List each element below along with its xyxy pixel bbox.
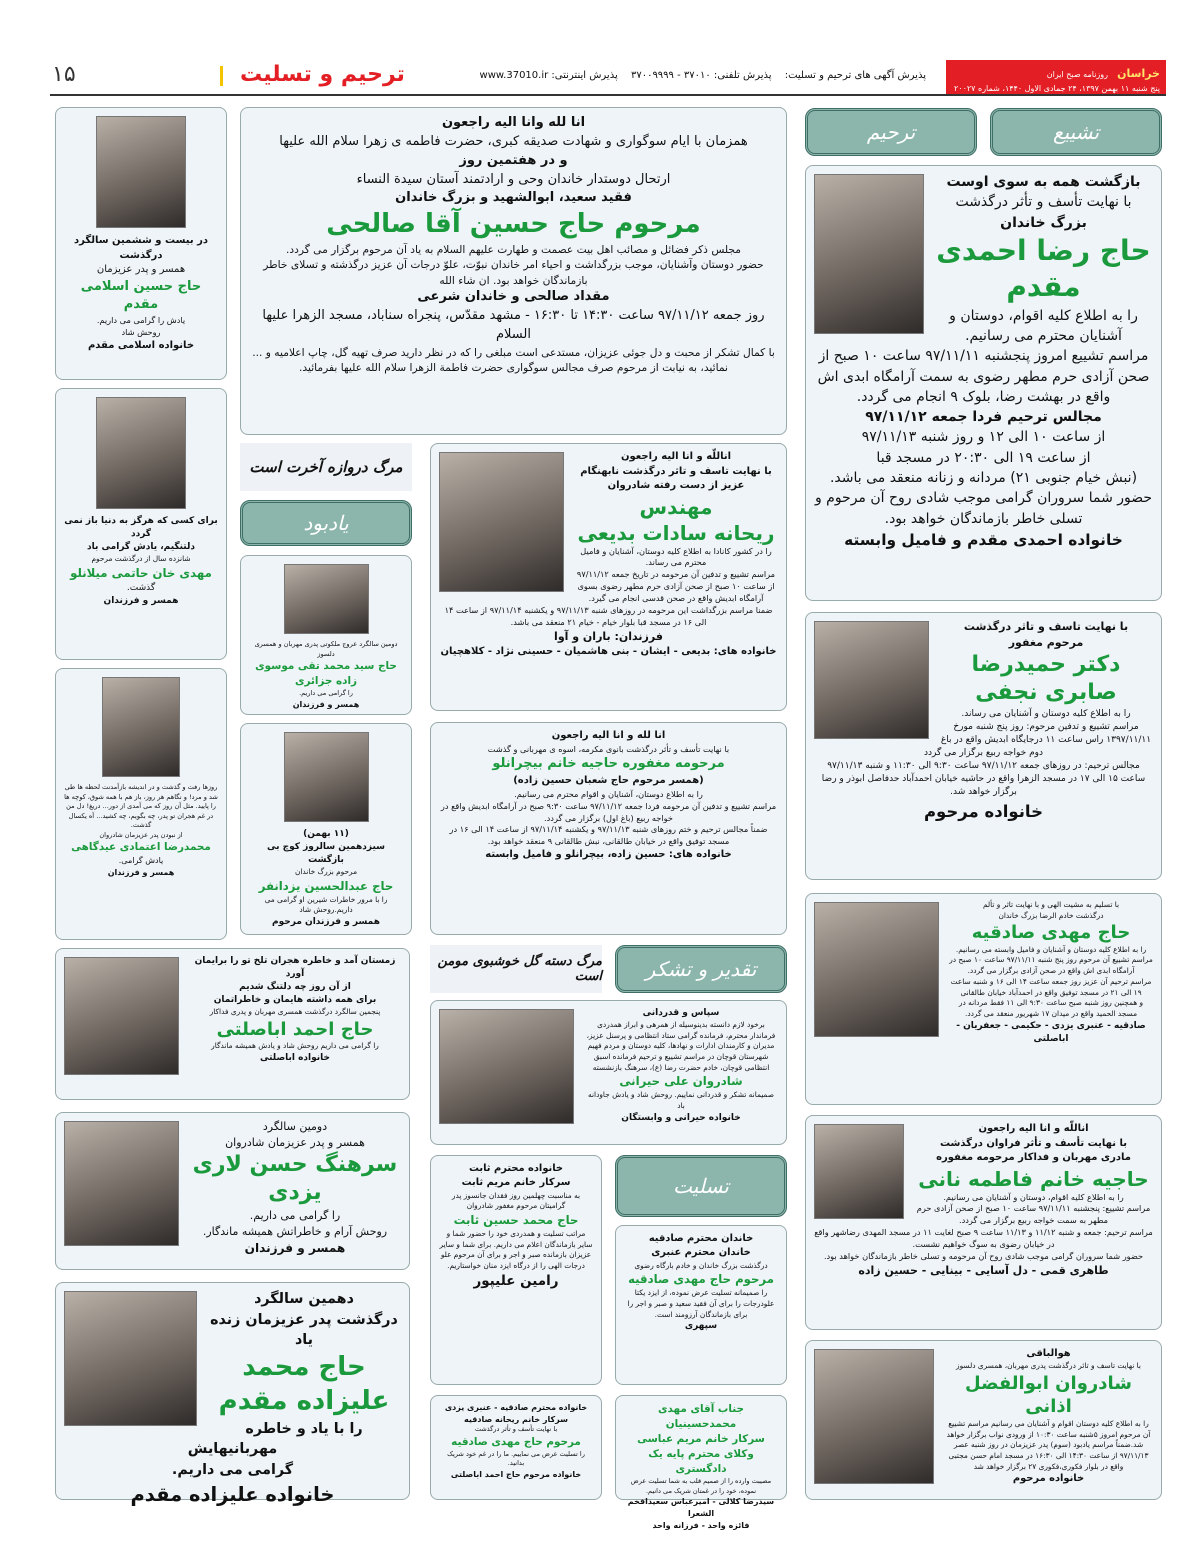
body-text: شانزده سال از درگذشت مرحوم [91, 554, 191, 564]
heading-text: برای همه داشته هایمان و خاطراتمان [213, 995, 377, 1006]
heading-text: در بیست و ششمین سالگرد درگذشت [74, 235, 208, 261]
heading-text: بازگشت همه به سوی اوست [946, 174, 1141, 190]
memorial-ad [55, 1112, 410, 1270]
deceased-name: ریحانه سادات بدیعی [577, 520, 775, 545]
body-text: ارتحال دوستدار خاندان وحی و ارادتمند آستان سیدة النساء [356, 171, 671, 187]
body-text: یادش گرامی. [118, 856, 164, 866]
heading-text: مادری مهربان و فداکار مرحومه مغفوره [936, 1152, 1131, 1163]
heading-text: سپاس و قدردانی [642, 1008, 720, 1018]
deceased-name: حاج احمد اباصلتی [216, 1018, 374, 1040]
heading-text: (۱۱ بهمن) [303, 829, 349, 839]
portrait-photo [96, 397, 186, 509]
deceased-name: حاج حسین اسلامی مقدم [80, 278, 202, 313]
brand-subtitle: روزنامه صبح ایران [1046, 70, 1109, 79]
condolence-ad [615, 1395, 787, 1530]
newspaper-logo [946, 60, 1166, 94]
heading-text: دلتنگیم، یادش گرامی باد [87, 542, 195, 553]
family-signature: خاندان محترم صادقیه [648, 1233, 754, 1244]
portrait-photo [64, 1121, 179, 1246]
body-text: مراسم تشییع و تدفین آن مرحومه فردا جمعه ۹۷/۱۱/۱۲ ساعت ۹:۳۰ صبح در آرامگاه ابدیش واقع در خواجه ربیع (باغ اول) برگزار می گردد. [440, 800, 777, 823]
obituary-ad [430, 443, 787, 711]
body-text: ضمناً مجالس ترحیم و ختم روزهای شنبه ۹۷/۱۱/۱۳ و یکشنبه ۹۷/۱۱/۱۴ از ساعت ۱۴ الی ۱۶ در مسجد توفیق واقع در خیابان طالقانی، نبش طالقانی ۹ منعقد خواهد بود. [449, 824, 768, 847]
heading-text: سیزدهمین سالروز کوچ بی بازگشت [266, 842, 386, 866]
body-text: مراسم تشییع و تدفین مرحوم: روز پنج شنبه مورخ ۱۳۹۷/۱۱/۱۱ راس ساعت ۱۱ درجایگاه ابدیش واقع در باغ دوم خواجه ربیع برگزار می گردد [923, 722, 1152, 759]
heading-text: (همسر مرحوم حاج شعبان حسین زاده) [513, 775, 704, 787]
body-text: مراسم تشییع امروز پنجشنبه ۹۷/۱۱/۱۱ ساعت ۱۰ صبح از صحن آزادی حرم مطهر رضوی به سمت آرامگاه ابدی اش واقع در بهشت رضا، بلوک ۹ انجام می گردد. [817, 348, 1150, 405]
heading-text: انا لله وانا الیه راجعون [441, 115, 586, 130]
family-signature: را با یاد و خاطره مهربانیهایش [187, 1420, 363, 1458]
heading-text: با نهایت تأسف و تأثر فراوان درگذشت [939, 1137, 1128, 1149]
deceased-name: محمدرضا اعتمادی عیدگاهی [71, 841, 211, 854]
family-signature: طاهری قمی - دل آسایی - بینایی - حسین زاده [858, 1263, 1109, 1277]
portrait-photo [96, 116, 186, 228]
heading-text: همسر و فرزندان مرحوم [272, 917, 380, 928]
body-text: ضمنا مراسم بزرگداشت این مرحومه در روزهای شنبه ۹۷/۱۱/۱۳ و یکشنبه ۹۷/۱۱/۱۴ از ساعت ۱۴ الی ۱۶ در مسجد قبا بلوار خیام - خیام ۲۱ منعقد می باشد. [444, 604, 773, 627]
portrait-photo [64, 1291, 197, 1426]
portrait-photo [439, 452, 564, 592]
heading-text: زمستان آمد و خاطره هجران تلخ تو را برایمان آورد [194, 956, 396, 980]
family-signature: فرزندان: باران و آوا [554, 629, 663, 643]
obituary-ad [805, 893, 1162, 1105]
heading-text: سرکار خانم ریحانه صادقیه [464, 1414, 568, 1424]
acceptance-label: پذیرش آگهی های ترحیم و تسلیت: [784, 70, 926, 81]
condolence-ad [430, 1155, 602, 1385]
body-text: مجلس ذکر فضائل و مصائب اهل بیت عصمت و طهارت علیهم السلام به یاد آن مرحوم برگزار می گردد. [285, 243, 742, 257]
deceased-name: سرکار خانم مریم عباسی [637, 1433, 765, 1446]
body-text: روز جمعه ۹۷/۱۱/۱۲ ساعت ۱۴:۳۰ تا ۱۶:۳۰ - مشهد مقدّس، پنجراه سناباد، مسجد الزهرا علیها السلام [262, 308, 765, 343]
obituary-ad [240, 107, 787, 435]
family-signature: همسر و فرزندان [244, 1240, 346, 1255]
portrait-photo [284, 732, 369, 822]
family-signature: رامین علیپور [473, 1272, 559, 1289]
heading-text: خانواده های: حسین زاده، بیچرانلو و فامیل وابسته [485, 849, 732, 861]
phone-info: پذیرش تلفنی: ۳۷۰۱۰ - ۳۷۰۰۹۹۹۹ [630, 70, 772, 81]
body-text: مراسم ترحیم: جمعه و شنبه ۱۱/۱۲ و ۱۱/۱۳ ساعت ۹ صبح لغایت ۱۱ در مسجد المهدی رضاشهر واقع در خیابان رضوی به سوگ خواهیم نشست. [814, 1227, 1153, 1250]
body-text: همسر و پدر عزیزمان [96, 264, 186, 275]
deceased-name: صابری نجفی [975, 680, 1117, 706]
section-title: ترحیم و تسلیت [240, 62, 405, 87]
deceased-name: دکتر حمیدرضا [971, 651, 1121, 677]
heading-text: همسر و فرزندان [292, 699, 360, 709]
portrait-photo [102, 677, 180, 777]
body-text: مصیبت وارده را از صمیم قلب به شما تسلیت عرض نموده، خود را در غمتان شریک می دانیم. [630, 1477, 772, 1495]
heading-text: خانواده مرحوم حاج احمد اباصلتی [450, 1469, 582, 1479]
heading-text: اناللّه و انا الیه راجعون [978, 1123, 1089, 1134]
body-text: از ساعت ۱۹ الی ۲۰:۳۰ در مسجد قبا [876, 449, 1091, 466]
portrait-photo [814, 174, 924, 334]
obituary-ad [805, 1115, 1162, 1330]
heading-text: خانواده حیرانی و وابستگان [621, 1112, 741, 1123]
portrait-photo [814, 1124, 904, 1219]
heading-text: خانواده اباصلتی [259, 1052, 331, 1063]
heading-text: اناللّه و انا الیه راجعون [620, 451, 732, 462]
issue-date: پنج شنبه ۱۱ بهمن ۱۳۹۷، ۲۴ جمادی الاول ۱۴۴۰، شماره ۲۰۰۲۷ [953, 84, 1160, 93]
heading-text: با نهایت تاسف و تاثر درگذشت نابهنگام عزیز از دست رفته شادروان [580, 465, 772, 491]
contact-info [470, 70, 926, 81]
deceased-name: وکلای محترم پایه یک دادگستری [648, 1448, 754, 1476]
heading-text: برای کسی که هرگز به دنیا باز نمی گردد [64, 516, 218, 540]
heading-text: سپهری [684, 1321, 718, 1332]
family-signature: دهمین سالگرد [254, 1291, 354, 1307]
portrait-photo [64, 957, 179, 1075]
heading-text: با نهایت تاسف و تاثر درگذشت [963, 620, 1129, 633]
obituary-ad [430, 722, 787, 935]
body-text: را به اطلاع کلیه دوستان و آشنایان می رساند. [961, 709, 1131, 720]
page-number: ۱۵ [52, 62, 76, 87]
condolence-ad [615, 1225, 787, 1385]
tab-tarhim: ترحیم [805, 108, 977, 156]
body-text: مجالس ترحیم: در روزهای جمعه ۹۷/۱۱/۱۲ ساعت ۹:۳۰ الی ۱۱:۳۰ و شنبه ۹۷/۱۱/۱۳ ساعت ۱۵ الی ۱۷ در مسجد الزهرا واقع در حاشیه خیابان احمدآباد حدفاصل ابوذر و رضا برگزار خواهد شد. [821, 761, 1146, 798]
body-text: را تسلیت عرض می نماییم. ما را در غم خود شریک بدانید. [447, 1449, 585, 1468]
family-signature: خانواده مرحوم [1012, 1473, 1085, 1485]
body-text: همزمان با ایام سوگواری و شهادت صدیقه کبری، حضرت فاطمه ی زهرا سلام الله علیها [279, 133, 748, 149]
body-text: همسر و پدر عزیزمان شادروان [225, 1135, 365, 1149]
family-signature: خانواده علیزاده مقدم [130, 1482, 335, 1506]
family-signature: خانواده احمدی مقدم و فامیل وابسته [844, 530, 1123, 549]
body-text: را گرامی می داریم روحش شاد و یادش همیشه ماندگار [211, 1041, 379, 1051]
online-info[interactable]: پذیرش اینترنتی: www.37010.ir [479, 70, 618, 81]
family-signature: خاندان محترم عنبری [651, 1247, 751, 1259]
body-text: (نبش خیام جنوبی ۲۱) مردانه و زنانه منعقد می باشد. [829, 470, 1138, 487]
heading-text: صادقیه - عنبری یزدی - حکیمی - جعفریان - اباصلتی [956, 1020, 1146, 1044]
portrait-photo [439, 1009, 574, 1124]
deceased-name: حاجیه خانم فاطمه نانی [918, 1166, 1149, 1191]
body-text: را گرامی می داریم. [299, 689, 353, 698]
thanks-ad [430, 1000, 787, 1145]
heading-text: مجالس ترحیم فردا جمعه ۹۷/۱۱/۱۲ [865, 409, 1102, 426]
body-text: با نهایت تأسف و تأثر درگذشت بانوی مکرمه، اسوه ی مهربانی و گذشت [487, 743, 730, 754]
body-text: حضور شما سروران گرامی موجب شادی روح آن مرحومه و تسلی خاطر بازماندگان خواهد بود. [823, 1250, 1144, 1261]
body-text: حضور شما سروران گرامی موجب شادی روح آن مرحوم و تسلی خاطر بازماندگان خواهد بود. [814, 490, 1153, 527]
body-text: با نهایت تاسف و تاثر درگذشت پدری مهربان، همسری دلسوز [956, 1361, 1141, 1371]
tab-yadbood: یادبود [240, 500, 412, 546]
body-text: را به اطلاع کلیه دوستان و آشنایان و فامیل وابسته می رسانیم. [955, 944, 1147, 954]
body-text: از نبودن پدر عزیزمان شادروان [99, 830, 183, 839]
body-text: روزها رفت و گذشت و در اندیشه بازآمدنت لحظه ها طی شد و مرد! و نگاهم هر روز، باز هم با همه شوق، کوچه ها را پایید. مثل آن روز که می آمدی از دور... دریغ! دل من در غم هجران تو پدر، چه بگویم، چه کشید... آه یکسال گذشت. [64, 783, 218, 830]
tab-tasliat: تسلیت [615, 1155, 787, 1217]
body-text: را صمیمانه تسلیت عرض نموده، از ایزد یکتا علودرجات را برای آن فقید سعید و صبر و اجر را برای بازماندگان آرزومند است. [627, 1288, 775, 1319]
portrait-photo [814, 621, 929, 739]
body-text: را به اطلاع دوستان، آشنایان و اقوام محترم می رسانیم. [514, 788, 703, 799]
deceased-name: مرحوم حاج مهدی صادقیه [628, 1272, 774, 1287]
heading-text: سیدرضا کلالی - امیرعباس سعیدافخم الشعرا [627, 1497, 775, 1519]
heading-text: فقید سعید، ابوالشهید و بزرگ خاندان [395, 190, 632, 206]
body-text: را به اطلاع کلیه دوستان اقوام و آشنایان می رسانیم مراسم تشییع آن مرحوم امروز ۵شنبه ساعت ۱۰:۳۰ از ورودی نواب برگزار خواهد شد.ضمناً مراسم یادبود (سوم) پدر عزیزمان در روز شنبه عصر ۹۷/۱۱/۱۳ از ساعت ۱۴:۳۰ الی ۱۶:۳۰ در مسجد امام حسن مجتبی واقع در بلوار فکوری،فکوری ۲۷ برگزار خواهد شد [946, 1418, 1151, 1471]
obituary-ad [805, 1340, 1162, 1500]
heading-text: مرحوم مغفور [1008, 635, 1084, 649]
body-text: روحش آرام و خاطراتش همیشه ماندگار. [202, 1225, 388, 1238]
body-text: را با مرور خاطرات شیرین او گرامی می داریم.روحش شاد [264, 894, 388, 915]
body-text: درگذشت خادم الرضا بزرگ خاندان [998, 910, 1104, 920]
heading-text: همسر و فرزندان [103, 595, 179, 606]
body-text: مراتب تسلیت و همدردی خود را حضور شما و سایر بازماندگان اعلام می داریم. برای شما و سایر عزیزان بازمانده صبر و اجر و برای آن مرحوم علو درجات الهی را از درگاه ایزد منان خواستاریم. [439, 1229, 593, 1271]
deceased-name: حاج محمد حسین ثابت [453, 1213, 579, 1228]
memorial-ad [55, 107, 227, 380]
deceased-name: مرحوم حاج مهدی صادقیه [451, 1435, 581, 1448]
body-text: از ساعت ۱۰ الی ۱۲ و روز شنبه ۹۷/۱۱/۱۳ [861, 429, 1106, 446]
memorial-ad [240, 555, 412, 715]
body-text: دومین سالگرد [262, 1120, 328, 1133]
family-signature: خانواده محترم ثابت [468, 1163, 564, 1174]
heading-text: از آن روز چه دلتنگ شدیم [239, 982, 351, 993]
deceased-name: مهندس [639, 494, 713, 519]
condolence-ad [430, 1395, 602, 1500]
divider [220, 66, 223, 86]
memorial-ad [55, 948, 410, 1100]
body-text: دومین سالگرد عروج ملکوتی پدری مهربان و همسری دلسوز [254, 640, 398, 658]
body-text: با تسلیم به مشیت الهی و با نهایت تاثر و تألم [982, 900, 1120, 909]
body-text: با نهایت تأسف و تأثر درگذشت [474, 1425, 558, 1434]
memorial-ad [55, 668, 227, 940]
body-text: به مناسبت چهلمین روز فقدان جانسوز پدر گرامیتان مرحوم مغفور شادروان [451, 1190, 581, 1211]
memorial-ad [55, 388, 227, 660]
banner-quote: مرگ دروازه آخرت است [240, 443, 412, 491]
deceased-name: حاج محمد علیزاده مقدم [218, 1352, 390, 1416]
deceased-name: حاج مهدی صادقیه [971, 922, 1131, 944]
brand-name: خراسان [1117, 67, 1160, 80]
deceased-name: جناب آقای مهدی محمدحسینیان [658, 1403, 744, 1431]
deceased-name: شادروان ابوالفضل اذانی [965, 1373, 1132, 1418]
deceased-name: مرحومه مغفوره حاجیه خانم بیچرانلو [492, 756, 725, 772]
family-signature: سرکار خانم مریم ثابت [461, 1177, 571, 1189]
deceased-name: حاج رضا احمدی مقدم [936, 233, 1151, 304]
body-text: با نهایت تأسف و تأثر درگذشت [955, 194, 1132, 211]
heading-text: مقداد صالحی و خاندان شرعی [417, 289, 610, 305]
deceased-name: مهدی خان حاتمی میلانلو [70, 565, 212, 580]
heading-text: انا لله و انا الیه راجعون [551, 730, 666, 741]
family-signature: هوالباقی [1026, 1348, 1071, 1359]
body-text: مراسم ترحیم آن عزیز روز جمعه ساعت ۱۴ الی ۱۶ و شنبه ساعت ۱۹ الی ۲۱ در مسجد توفیق واقع در احمدآباد خیابان طالقانی [950, 976, 1152, 997]
deceased-name: حاج سید محمد تقی موسوی زاده جزائری [255, 660, 397, 688]
deceased-name: مرحوم حاج حسین آقا صالحی [326, 209, 701, 240]
portrait-photo [814, 1349, 934, 1484]
heading-text: فائزه واحد - فرزانه واحد [652, 1520, 750, 1530]
body-text: را گرامی می داریم. [249, 1209, 341, 1223]
heading-text: خانواده های: بدیعی - ایشان - بنی هاشمیان - حسینی نژاد - کلاهچیان [440, 645, 777, 657]
body-text: و همچنین روز شنبه صبح ساعت ۹:۳۰ الی ۱۱ فقط مردانه در مسجد الحمید واقع در میدان ۱۷ شهریور منعقد می گردد. [958, 998, 1144, 1018]
family-signature: گرامی می داریم. [171, 1462, 294, 1479]
body-text: برخود لازم دانسته بدینوسیله از همرهی و ابراز همدردی فرماندار محترم، فرمانده گرامی ستاد انتظامی و پرسنل عزیز، مدیران و کارمندان ادارات و نهادها، کلیه دوستان و مردم فهیم شهرستان قوچان در مراسم تشییع و ترحیم فرمانده اسبق انتظامی قوچان، خادم حضرت رضا (ع)، سرهنگ بازنشسته [586, 1020, 776, 1072]
body-text: صمیمانه تشکر و قدردانی نماییم. روحش شاد و یادش جاودانه باد [588, 1090, 774, 1111]
body-text: یادش را گرامی می داریم. [96, 315, 186, 326]
deceased-name: شادروان علی حیرانی [619, 1074, 743, 1089]
heading-text: خانواده محترم صادقیه - عنبری یزدی [444, 1403, 588, 1412]
heading-text: بزرگ خاندان [1000, 214, 1087, 231]
body-text: روحش شاد [121, 327, 161, 338]
body-text: را در کشور کانادا به اطلاع کلیه دوستان، آشنایان و فامیل محترم می رساند. [580, 545, 772, 568]
body-text: مراسم تشییع: پنجشنبه ۹۷/۱۱/۱۱ ساعت ۱۰ صبح از صحن آزادی حرم مطهر به سمت خواجه ربیع برگزار می گردد. [916, 1203, 1151, 1226]
obituary-ad [805, 165, 1162, 601]
body-text: مراسم تشییع و تدفین آن مرحومه در تاریخ جمعه ۹۷/۱۱/۱۲ از ساعت ۱۰ صبح از صحن آزادی حرم مطهر رضوی بسوی آرامگاه ابدیش واقع در صحن قدسی انجام می گیرد. [576, 569, 776, 604]
body-text: حضور دوستان وآشنایان، موجب بزرگداشت و احیاء امر خاندان نبوّت، علوّ درجات آن عزیز درگذشته و تسلای خاطر بازماندگان خواهد بود. ان شاء الله [263, 258, 764, 287]
body-text: گذشت. [126, 582, 156, 593]
body-text: را به اطلاع کلیه اقوام، دوستان و آشنایان محترم می رسانیم. [949, 307, 1138, 344]
heading-text: همسر و فرزندان [107, 867, 175, 877]
family-signature: خانواده مرحوم [923, 801, 1044, 821]
obituary-ad [805, 612, 1162, 880]
body-text: مراسم تشییع آن مرحوم روز پنج شنبه ۹۷/۱۱/۱۱ ساعت ۱۰ صبح در آرامگاه ابدی اش واقع در صحن آزادی برگزار می گردد. [949, 955, 1153, 976]
heading-text: خانواده اسلامی مقدم [87, 339, 195, 351]
portrait-photo [814, 902, 939, 1037]
body-text: درگذشت بزرگ خاندان و خادم بارگاه رضوی [634, 1260, 768, 1270]
heading-text: و در هفتمین روز [459, 152, 568, 168]
body-text: پنجمین سالگرد درگذشت همسری مهربان و پدری فداکار [209, 1007, 381, 1017]
banner-quote: مرگ دسته گل خوشبوی مومن است [430, 945, 602, 993]
deceased-name: حاج عبدالحسین یزدانفر [258, 878, 394, 893]
memorial-ad [240, 723, 412, 935]
body-text: را به اطلاع کلیه اقوام، دوستان و آشنایان می رسانیم. [943, 1191, 1124, 1202]
tab-taghdir: تقدیر و تشکر [615, 945, 787, 993]
portrait-photo [284, 564, 369, 634]
tab-tashyi: تشییع [990, 108, 1162, 156]
memorial-ad [55, 1282, 410, 1506]
body-text: با کمال تشکر از محبت و دل جوئی عزیزان، مستدعی است مبلغی را که در نظر دارید صرف تهیه گل، چاپ اعلامیه و ... نمائید، به نیابت از مرحوم صرف مجالس سوگواری حضرت فاطمة الزهرا سلام الله علیها بفرمائید. [252, 345, 775, 375]
page-header [50, 60, 1166, 96]
body-text: مرحوم بزرگ خاندان [294, 867, 358, 877]
family-signature: درگذشت پدر عزیزمان زنده یاد [210, 1311, 398, 1349]
deceased-name: سرهنگ حسن لاری یزدی [192, 1151, 398, 1206]
